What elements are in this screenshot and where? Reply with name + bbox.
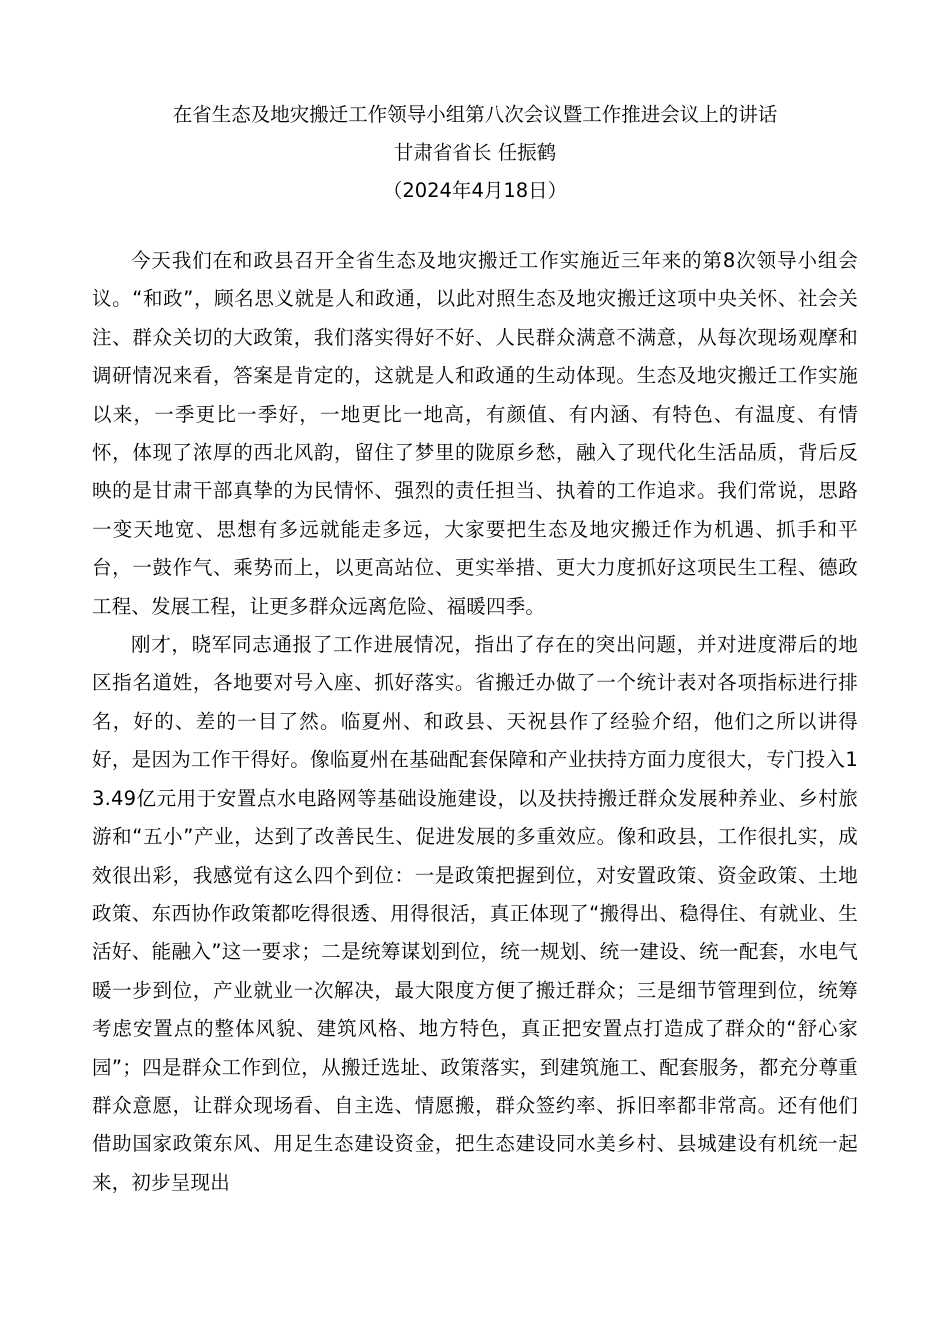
document-title: 在省生态及地灾搬迁工作领导小组第八次会议暨工作推进会议上的讲话 xyxy=(172,103,778,126)
speech-date: （2024年4月18日） xyxy=(382,179,568,202)
speaker-line: 甘肃省省长 任振鹤 xyxy=(393,141,557,164)
body-paragraph-1: 今天我们在和政县召开全省生态及地灾搬迁工作实施近三年来的第8次领导小组会议。“和政”，顾名思义就是人和政通，以此对照生态及地灾搬迁这项中央关怀、社会关注、群众关切的大政策，我们落实得好不好、人民群众满意不满意，从每次现场观摩和调研情况来看，答案是肯定的，这就是人和政通的生动体现。生态及地灾搬迁工作实施以来，一季更比一季好，一地更比一地高，有颜值、有内涵、有特色、有温度、有情怀，体现了浓厚的西北风韵，留住了梦里的陇原乡愁，融入了现代化生活品质，背后反映的是甘肃干部真挚的为民情怀、强烈的责任担当、执着的工作追求。我们常说，思路一变天地宽、思想有多远就能走多远，大家要把生态及地灾搬迁作为机遇、抓手和平台，一鼓作气、乘势而上，以更高站位、更实举措、更大力度抓好这项民生工程、德政工程、发展工程，让更多群众远离危险、福暖四季。 xyxy=(92,249,858,618)
body-paragraph-2: 刚才，晓军同志通报了工作进展情况，指出了存在的突出问题，并对进度滞后的地区指名道姓，各地要对号入座、抓好落实。省搬迁办做了一个统计表对各项指标进行排名，好的、差的一目了然。临夏州、和政县、天祝县作了经验介绍，他们之所以讲得好，是因为工作干得好。像临夏州在基础配套保障和产业扶持方面力度很大，专门投入13.49亿元用于安置点水电路网等基础设施建设，以及扶持搬迁群众发展种养业、乡村旅游和“五小”产业，达到了改善民生、促进发展的多重效应。像和政县，工作很扎实，成效很出彩，我感觉有这么四个到位：一是政策把握到位，对安置政策、资金政策、土地政策、东西协作政策都吃得很透、用得很活，真正体现了“搬得出、稳得住、有就业、生活好、能融入”这一要求；二是统筹谋划到位，统一规划、统一建设、统一配套，水电气暖一步到位，产业就业一次解决，最大限度方便了搬迁群众；三是细节管理到位，统筹考虑安置点的整体风貌、建筑风格、地方特色，真正把安置点打造成了群众的“舒心家园”；四是群众工作到位，从搬迁选址、政策落实，到建筑施工、配套服务，都充分尊重群众意愿，让群众现场看、自主选、情愿搬，群众签约率、拆旧率都非常高。还有他们借助国家政策东风、用足生态建设资金，把生态建设同水美乡村、县城建设有机统一起来，初步呈现出 xyxy=(92,633,858,1194)
document-header xyxy=(0,96,950,210)
speech-body xyxy=(92,242,858,1202)
